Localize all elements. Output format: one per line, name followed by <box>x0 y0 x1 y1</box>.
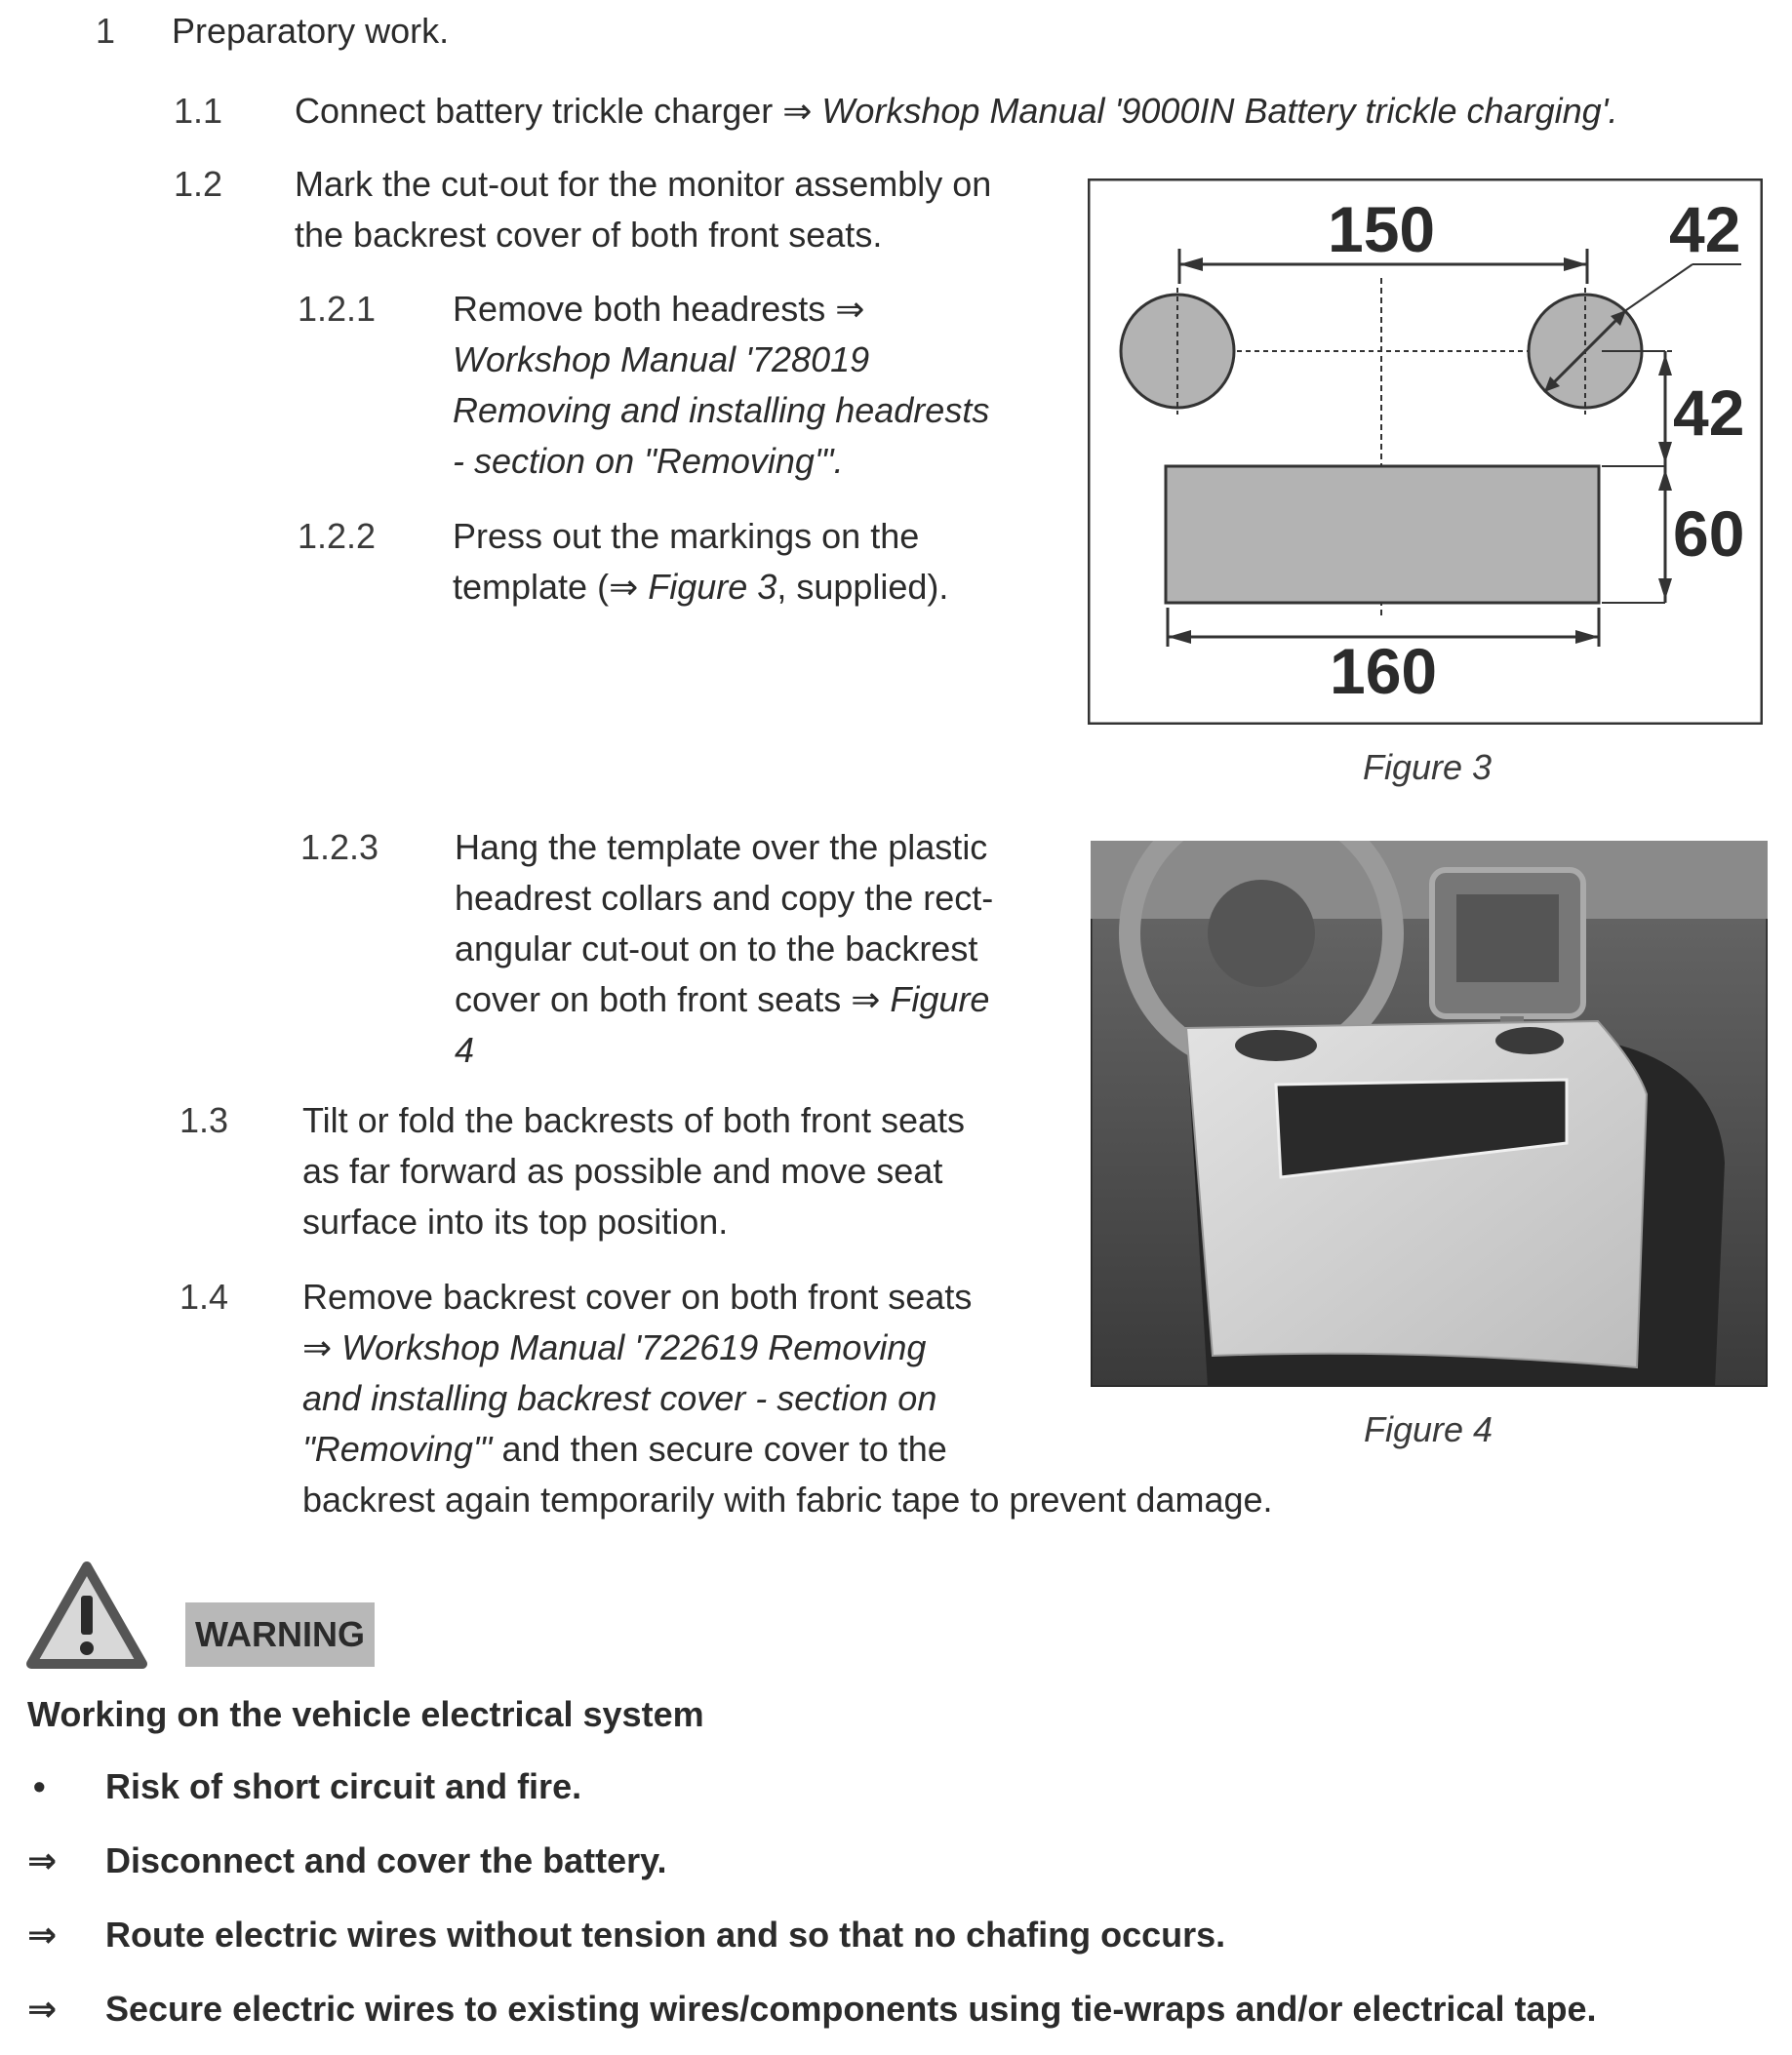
bullet-marker: • <box>33 1766 46 1806</box>
step-text-line: Hang the template over the plastic <box>455 827 988 867</box>
dimension-label: 160 <box>1330 635 1438 707</box>
manual-reference-link[interactable]: Removing and installing headrests <box>453 390 990 430</box>
console-screen <box>1456 894 1559 982</box>
manual-reference-link[interactable]: - section on "Removing"'. <box>453 441 844 481</box>
figure-reference-link[interactable]: Figure <box>890 979 990 1019</box>
figure-reference-link[interactable]: 4 <box>455 1030 475 1070</box>
figure-3-template-diagram <box>1088 178 1763 725</box>
arrow-marker: ⇒ <box>27 1915 58 1955</box>
step-text: Preparatory work. <box>172 11 450 51</box>
step-number: 1 <box>96 11 116 51</box>
step-text-line: the backrest cover of both front seats. <box>295 215 883 255</box>
manual-reference-link[interactable]: ⇒ Workshop Manual '722619 Removing <box>302 1327 927 1367</box>
step-text-line <box>302 1424 947 1475</box>
figure-caption: Figure 3 <box>1363 747 1493 787</box>
warning-item: Disconnect and cover the battery. <box>105 1840 667 1880</box>
step-number: 1.2.1 <box>298 289 377 329</box>
warning-item: Route electric wires without tension and so that no chafing occurs. <box>105 1915 1226 1955</box>
figure-reference-link[interactable]: Figure 3 <box>648 567 777 607</box>
step-text-line: as far forward as possible and move seat <box>302 1151 943 1191</box>
step-text <box>295 86 1618 137</box>
arrow-marker: ⇒ <box>27 1989 58 2029</box>
headrest-collar <box>1495 1027 1564 1054</box>
step-text-line: Press out the markings on the <box>453 516 920 556</box>
warning-triangle-icon <box>25 1561 148 1670</box>
warning-item: Risk of short circuit and fire. <box>105 1766 582 1806</box>
seat-photo-svg <box>1091 841 1768 1387</box>
template-sheet <box>1186 1021 1647 1367</box>
step-number: 1.4 <box>179 1277 229 1317</box>
manual-reference-link[interactable]: "Removing"' <box>302 1429 493 1469</box>
warning-title: Working on the vehicle electrical system <box>27 1694 704 1734</box>
manual-reference-link[interactable]: and installing backrest cover - section on <box>302 1378 937 1418</box>
step-text-line: backrest again temporarily with fabric tape to prevent damage. <box>302 1480 1273 1520</box>
step-text-plain: template (⇒ <box>453 567 649 607</box>
step-text-plain: , supplied). <box>777 567 949 607</box>
figure-4-photo <box>1091 841 1768 1387</box>
step-number: 1.2 <box>174 164 223 204</box>
step-text-plain: cover on both front seats ⇒ <box>455 979 891 1019</box>
step-text-plain: and then secure cover to the <box>492 1429 947 1469</box>
figure-caption: Figure 4 <box>1364 1409 1493 1449</box>
arrow-marker: ⇒ <box>27 1840 58 1880</box>
step-number: 1.1 <box>174 91 223 131</box>
steering-hub <box>1208 880 1315 987</box>
step-text-line: angular cut-out on to the backrest <box>455 929 978 968</box>
headrest-collar <box>1235 1030 1317 1061</box>
step-text-line: Mark the cut-out for the monitor assembly on <box>295 164 992 204</box>
step-text-line <box>455 974 989 1025</box>
step-text-line <box>453 562 948 613</box>
warning-label: WARNING <box>185 1602 375 1667</box>
step-text-line: Tilt or fold the backrests of both front seats <box>302 1100 965 1140</box>
step-text-line: surface into its top position. <box>302 1202 729 1242</box>
warning-item: Secure electric wires to existing wires/components using tie-wraps and/or electrical tape. <box>105 1989 1597 2029</box>
step-text-line: Remove backrest cover on both front seats <box>302 1277 973 1317</box>
manual-reference-link[interactable]: Workshop Manual '9000IN Battery trickle charging'. <box>821 91 1618 131</box>
manual-reference-link[interactable]: Workshop Manual '728019 <box>453 339 870 379</box>
step-text-line: Remove both headrests ⇒ <box>453 289 865 329</box>
step-number: 1.2.2 <box>298 516 377 556</box>
dimension-label: 60 <box>1673 497 1745 570</box>
dimension-label: 42 <box>1669 193 1741 265</box>
step-text-line: headrest collars and copy the rect- <box>455 878 994 918</box>
step-number: 1.2.3 <box>300 827 379 867</box>
step-text-plain: Connect battery trickle charger ⇒ <box>295 91 822 131</box>
dimension-label: 42 <box>1673 376 1745 449</box>
monitor-cutout <box>1166 466 1599 603</box>
dimension-label: 150 <box>1328 193 1436 265</box>
step-number: 1.3 <box>179 1100 229 1140</box>
template-diagram-svg <box>1088 178 1763 725</box>
